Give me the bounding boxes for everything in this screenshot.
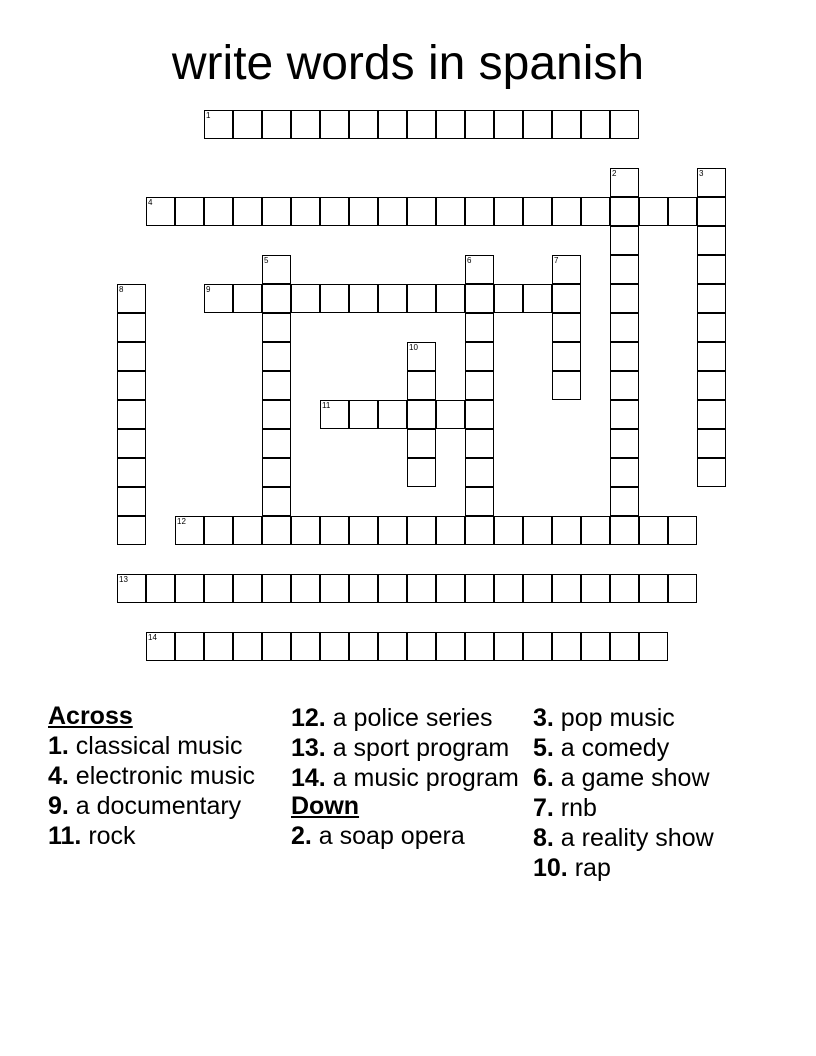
- grid-cell[interactable]: [146, 632, 175, 661]
- grid-cell[interactable]: [291, 284, 320, 313]
- grid-cell[interactable]: [146, 574, 175, 603]
- grid-cell[interactable]: [204, 574, 233, 603]
- grid-cell[interactable]: [204, 284, 233, 313]
- grid-cell[interactable]: [378, 632, 407, 661]
- grid-cell[interactable]: [697, 313, 726, 342]
- grid-cell[interactable]: [233, 197, 262, 226]
- clue-number: 9: [206, 285, 211, 294]
- clue-number-label: 10.: [533, 854, 568, 882]
- grid-cell[interactable]: [436, 284, 465, 313]
- clue-number-label: 1.: [48, 732, 69, 760]
- clue-text: electronic music: [68, 762, 256, 790]
- grid-cell[interactable]: [262, 313, 291, 342]
- grid-cell[interactable]: [523, 110, 552, 139]
- grid-cell[interactable]: [494, 574, 523, 603]
- clue-number: 8: [119, 285, 124, 294]
- grid-cell[interactable]: [494, 284, 523, 313]
- grid-cell[interactable]: [291, 632, 320, 661]
- clue-text: a reality show: [553, 824, 714, 852]
- grid-cell[interactable]: [291, 516, 320, 545]
- clue-item: [291, 704, 526, 732]
- grid-cell[interactable]: [320, 110, 349, 139]
- grid-cell[interactable]: [436, 516, 465, 545]
- grid-cell[interactable]: [523, 284, 552, 313]
- grid-cell[interactable]: [407, 371, 436, 400]
- grid-cell[interactable]: [407, 458, 436, 487]
- clue-text: a documentary: [68, 792, 242, 820]
- grid-cell[interactable]: [117, 574, 146, 603]
- grid-cell[interactable]: [697, 226, 726, 255]
- grid-cell[interactable]: [494, 110, 523, 139]
- grid-cell[interactable]: [552, 284, 581, 313]
- clue-text: a music program: [325, 764, 519, 792]
- clue-item: [533, 794, 768, 822]
- grid-cell[interactable]: [117, 400, 146, 429]
- grid-cell[interactable]: [407, 342, 436, 371]
- grid-cell[interactable]: [552, 632, 581, 661]
- across-clues-list: [48, 732, 283, 850]
- grid-cell[interactable]: [407, 110, 436, 139]
- grid-cell[interactable]: [349, 197, 378, 226]
- grid-cell[interactable]: [233, 632, 262, 661]
- grid-cell[interactable]: [581, 632, 610, 661]
- grid-cell[interactable]: [233, 284, 262, 313]
- clue-number: 12: [177, 517, 186, 526]
- grid-cell[interactable]: [523, 574, 552, 603]
- clue-item: [48, 792, 283, 820]
- grid-cell[interactable]: [262, 284, 291, 313]
- grid-cell[interactable]: [407, 197, 436, 226]
- grid-cell[interactable]: [262, 255, 291, 284]
- grid-cell[interactable]: [494, 632, 523, 661]
- grid-cell[interactable]: [465, 110, 494, 139]
- grid-cell[interactable]: [262, 400, 291, 429]
- grid-cell[interactable]: [320, 516, 349, 545]
- clue-number: 14: [148, 633, 157, 642]
- grid-cell[interactable]: [610, 487, 639, 516]
- grid-cell[interactable]: [552, 574, 581, 603]
- clue-number: 11: [322, 401, 331, 410]
- clue-number: 1: [206, 111, 211, 120]
- grid-cell[interactable]: [262, 487, 291, 516]
- grid-cell[interactable]: [378, 197, 407, 226]
- grid-cell[interactable]: [117, 313, 146, 342]
- grid-cell[interactable]: [610, 516, 639, 545]
- clue-number-label: 4.: [48, 762, 69, 790]
- grid-cell[interactable]: [610, 313, 639, 342]
- grid-cell[interactable]: [552, 313, 581, 342]
- across-heading: Across: [48, 702, 133, 730]
- grid-cell[interactable]: [610, 632, 639, 661]
- clue-number-label: 2.: [291, 822, 312, 850]
- grid-cell[interactable]: [291, 110, 320, 139]
- grid-cell[interactable]: [465, 400, 494, 429]
- grid-cell[interactable]: [436, 400, 465, 429]
- clue-item: [533, 854, 768, 882]
- grid-cell[interactable]: [378, 400, 407, 429]
- grid-cell[interactable]: [204, 110, 233, 139]
- grid-cell[interactable]: [697, 371, 726, 400]
- grid-cell[interactable]: [262, 574, 291, 603]
- across-clues-list-continued: [291, 704, 526, 792]
- down-clues-list-continued: [533, 704, 768, 882]
- grid-cell[interactable]: [610, 226, 639, 255]
- clue-number: 6: [467, 256, 472, 265]
- clue-item: [48, 762, 283, 790]
- grid-cell[interactable]: [407, 400, 436, 429]
- grid-cell[interactable]: [407, 632, 436, 661]
- grid-cell[interactable]: [523, 197, 552, 226]
- grid-cell[interactable]: [291, 197, 320, 226]
- grid-cell[interactable]: [349, 110, 378, 139]
- grid-cell[interactable]: [175, 574, 204, 603]
- clue-number: 7: [554, 256, 559, 265]
- grid-cell[interactable]: [320, 632, 349, 661]
- grid-cell[interactable]: [552, 197, 581, 226]
- grid-cell[interactable]: [697, 458, 726, 487]
- clue-number-label: 11.: [48, 822, 82, 850]
- clue-text: a game show: [553, 764, 710, 792]
- clue-number: 13: [119, 575, 128, 584]
- grid-cell[interactable]: [610, 168, 639, 197]
- grid-cell[interactable]: [581, 574, 610, 603]
- grid-cell[interactable]: [697, 255, 726, 284]
- grid-cell[interactable]: [436, 632, 465, 661]
- down-clues-list: [291, 822, 526, 850]
- clue-number: 4: [148, 198, 153, 207]
- grid-cell[interactable]: [610, 342, 639, 371]
- grid-cell[interactable]: [378, 574, 407, 603]
- grid-cell[interactable]: [610, 429, 639, 458]
- grid-cell[interactable]: [668, 197, 697, 226]
- clue-text: a soap opera: [311, 822, 465, 850]
- grid-cell[interactable]: [262, 632, 291, 661]
- grid-cell[interactable]: [262, 429, 291, 458]
- grid-cell[interactable]: [465, 516, 494, 545]
- grid-cell[interactable]: [117, 284, 146, 313]
- grid-cell[interactable]: [494, 197, 523, 226]
- grid-cell[interactable]: [117, 458, 146, 487]
- clues-column-3: [533, 702, 768, 882]
- clues-column-1: [48, 702, 283, 850]
- clue-text: classical music: [68, 732, 243, 760]
- grid-cell[interactable]: [436, 110, 465, 139]
- grid-cell[interactable]: [262, 371, 291, 400]
- grid-cell[interactable]: [378, 516, 407, 545]
- grid-cell[interactable]: [639, 574, 668, 603]
- grid-cell[interactable]: [175, 632, 204, 661]
- clue-item: [291, 822, 526, 850]
- grid-cell[interactable]: [320, 284, 349, 313]
- clue-number: 3: [699, 169, 704, 178]
- grid-cell[interactable]: [610, 284, 639, 313]
- grid-cell[interactable]: [697, 342, 726, 371]
- grid-cell[interactable]: [436, 197, 465, 226]
- grid-cell[interactable]: [523, 516, 552, 545]
- grid-cell[interactable]: [552, 110, 581, 139]
- grid-cell[interactable]: [552, 516, 581, 545]
- grid-cell[interactable]: [697, 168, 726, 197]
- grid-cell[interactable]: [668, 516, 697, 545]
- clue-number: 2: [612, 169, 617, 178]
- clue-number-label: 5.: [533, 734, 554, 762]
- grid-cell[interactable]: [117, 342, 146, 371]
- grid-cell[interactable]: [407, 284, 436, 313]
- clue-text: a sport program: [325, 734, 510, 762]
- grid-cell[interactable]: [407, 516, 436, 545]
- grid-cell[interactable]: [349, 516, 378, 545]
- clue-number-label: 9.: [48, 792, 69, 820]
- grid-cell[interactable]: [233, 574, 262, 603]
- grid-cell[interactable]: [697, 429, 726, 458]
- grid-cell[interactable]: [465, 255, 494, 284]
- grid-cell[interactable]: [378, 110, 407, 139]
- grid-cell[interactable]: [320, 574, 349, 603]
- grid-cell[interactable]: [610, 371, 639, 400]
- page-title: write words in spanish: [171, 37, 645, 90]
- clue-item: [291, 734, 526, 762]
- clue-item: [533, 704, 768, 732]
- clue-number-label: 8.: [533, 824, 554, 852]
- clue-item: [291, 764, 526, 792]
- grid-cell[interactable]: [233, 110, 262, 139]
- grid-cell[interactable]: [697, 284, 726, 313]
- clue-text: rock: [81, 822, 136, 850]
- grid-cell[interactable]: [349, 632, 378, 661]
- grid-cell[interactable]: [117, 487, 146, 516]
- clue-text: a police series: [325, 704, 493, 732]
- grid-cell[interactable]: [697, 400, 726, 429]
- grid-cell[interactable]: [291, 574, 320, 603]
- grid-cell[interactable]: [494, 516, 523, 545]
- grid-cell[interactable]: [465, 458, 494, 487]
- grid-cell[interactable]: [407, 574, 436, 603]
- grid-cell[interactable]: [175, 516, 204, 545]
- grid-cell[interactable]: [523, 632, 552, 661]
- grid-cell[interactable]: [465, 429, 494, 458]
- grid-cell[interactable]: [465, 342, 494, 371]
- grid-cell[interactable]: [610, 400, 639, 429]
- clue-number-label: 12.: [291, 704, 326, 732]
- clue-item: [533, 764, 768, 792]
- grid-cell[interactable]: [465, 197, 494, 226]
- grid-cell[interactable]: [465, 487, 494, 516]
- grid-cell[interactable]: [610, 458, 639, 487]
- grid-cell[interactable]: [465, 574, 494, 603]
- grid-cell[interactable]: [204, 197, 233, 226]
- grid-cell[interactable]: [378, 284, 407, 313]
- grid-cell[interactable]: [697, 197, 726, 226]
- clue-text: rap: [567, 854, 611, 882]
- grid-cell[interactable]: [552, 371, 581, 400]
- grid-cell[interactable]: [262, 342, 291, 371]
- down-heading: Down: [291, 792, 360, 820]
- clue-text: pop music: [553, 704, 675, 732]
- clue-text: rnb: [553, 794, 597, 822]
- grid-cell[interactable]: [436, 574, 465, 603]
- clue-number-label: 13.: [291, 734, 326, 762]
- clue-number-label: 14.: [291, 764, 326, 792]
- clue-number-label: 3.: [533, 704, 554, 732]
- grid-cell[interactable]: [320, 197, 349, 226]
- grid-cell[interactable]: [117, 429, 146, 458]
- clue-item: [48, 732, 283, 760]
- grid-cell[interactable]: [262, 516, 291, 545]
- grid-cell[interactable]: [552, 342, 581, 371]
- grid-cell[interactable]: [465, 313, 494, 342]
- grid-cell[interactable]: [465, 284, 494, 313]
- clue-text: a comedy: [553, 734, 670, 762]
- grid-cell[interactable]: [262, 458, 291, 487]
- grid-cell[interactable]: [262, 197, 291, 226]
- grid-cell[interactable]: [146, 197, 175, 226]
- grid-cell[interactable]: [407, 429, 436, 458]
- grid-cell[interactable]: [610, 110, 639, 139]
- clue-item: [48, 822, 283, 850]
- grid-cell[interactable]: [233, 516, 262, 545]
- grid-cell[interactable]: [320, 400, 349, 429]
- clue-number-label: 6.: [533, 764, 554, 792]
- clue-item: [533, 734, 768, 762]
- grid-cell[interactable]: [581, 516, 610, 545]
- grid-cell[interactable]: [117, 371, 146, 400]
- grid-cell[interactable]: [639, 197, 668, 226]
- grid-cell[interactable]: [581, 110, 610, 139]
- clues-column-2: [291, 702, 526, 850]
- grid-cell[interactable]: [117, 516, 146, 545]
- clue-item: [533, 824, 768, 852]
- grid-cell[interactable]: [349, 284, 378, 313]
- grid-cell[interactable]: [465, 632, 494, 661]
- grid-cell[interactable]: [349, 574, 378, 603]
- grid-cell[interactable]: [639, 516, 668, 545]
- grid-cell[interactable]: [262, 110, 291, 139]
- clue-number-label: 7.: [533, 794, 554, 822]
- grid-cell[interactable]: [465, 371, 494, 400]
- grid-cell[interactable]: [610, 574, 639, 603]
- grid-cell[interactable]: [552, 255, 581, 284]
- grid-cell[interactable]: [668, 574, 697, 603]
- clue-number: 5: [264, 256, 269, 265]
- clue-number: 10: [409, 343, 418, 352]
- grid-cell[interactable]: [610, 255, 639, 284]
- grid-cell[interactable]: [349, 400, 378, 429]
- grid-cell[interactable]: [581, 197, 610, 226]
- grid-cell[interactable]: [639, 632, 668, 661]
- grid-cell[interactable]: [175, 197, 204, 226]
- grid-cell[interactable]: [204, 516, 233, 545]
- grid-cell[interactable]: [610, 197, 639, 226]
- grid-cell[interactable]: [204, 632, 233, 661]
